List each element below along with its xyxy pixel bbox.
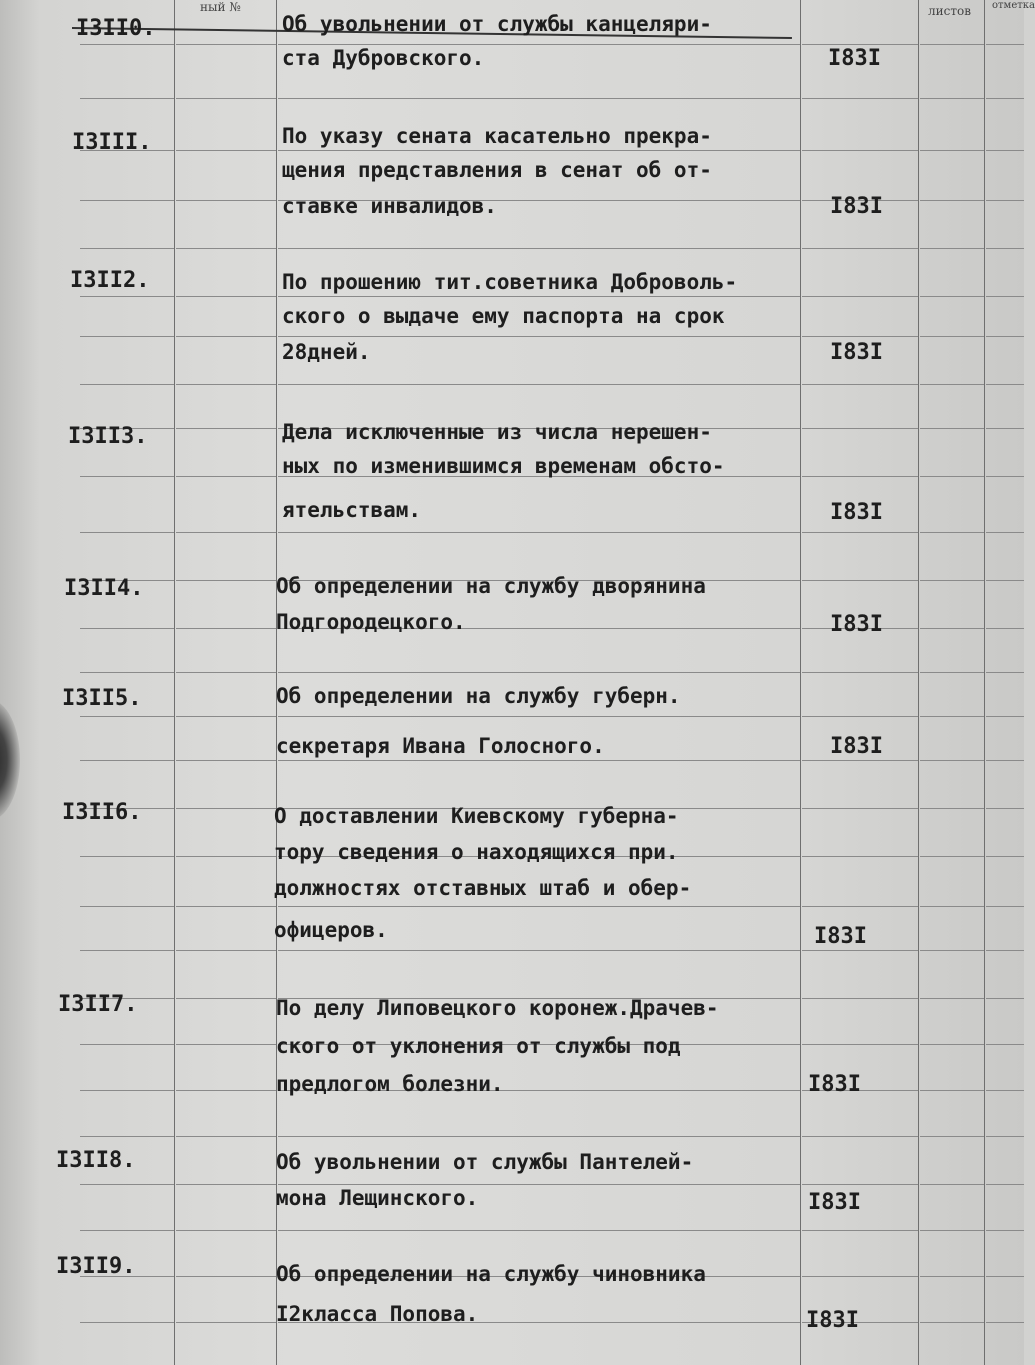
row-rule	[80, 296, 174, 297]
column-rule	[918, 0, 919, 1365]
row-rule	[986, 1136, 1024, 1137]
row-rule	[802, 532, 918, 533]
record-year: I83I	[830, 612, 883, 637]
row-rule	[80, 950, 174, 951]
row-rule	[80, 716, 174, 717]
row-rule	[278, 44, 800, 45]
column-rule	[984, 0, 985, 1365]
row-rule	[802, 950, 918, 951]
description-line: тору сведения о находящихся при.	[274, 840, 679, 864]
row-rule	[80, 1044, 174, 1045]
row-rule	[278, 98, 800, 99]
row-rule	[920, 200, 984, 201]
row-rule	[176, 248, 276, 249]
row-rule	[920, 476, 984, 477]
row-rule	[176, 950, 276, 951]
row-rule	[802, 384, 918, 385]
row-rule	[176, 98, 276, 99]
record-number: I3II7.	[58, 992, 138, 1017]
row-rule	[802, 150, 918, 151]
record-year: I83I	[830, 194, 883, 219]
row-rule	[176, 1184, 276, 1185]
row-rule	[920, 428, 984, 429]
record-year: I83I	[808, 1190, 861, 1215]
row-rule	[802, 580, 918, 581]
row-rule	[986, 950, 1024, 951]
record-number: I3III.	[72, 130, 152, 155]
row-rule	[920, 1044, 984, 1045]
row-rule	[80, 248, 174, 249]
row-rule	[80, 1090, 174, 1091]
description-line: секретаря Ивана Голосного.	[276, 734, 605, 758]
row-rule	[920, 1090, 984, 1091]
row-rule	[80, 1136, 174, 1137]
description-line: Об определении на службу чиновника	[276, 1262, 706, 1286]
row-rule	[802, 808, 918, 809]
description-line: мона Лещинского.	[276, 1186, 479, 1210]
description-line: По прошению тит.советника Доброволь-	[282, 270, 738, 294]
row-rule	[278, 248, 800, 249]
row-rule	[176, 580, 276, 581]
row-rule	[278, 906, 800, 907]
row-rule	[920, 716, 984, 717]
row-rule	[986, 428, 1024, 429]
row-rule	[986, 1090, 1024, 1091]
row-rule	[176, 808, 276, 809]
row-rule	[986, 336, 1024, 337]
row-rule	[176, 760, 276, 761]
row-rule	[986, 998, 1024, 999]
row-rule	[176, 1044, 276, 1045]
row-rule	[920, 906, 984, 907]
row-rule	[986, 1044, 1024, 1045]
row-rule	[802, 98, 918, 99]
row-rule	[986, 1322, 1024, 1323]
description-line: ского о выдаче ему паспорта на срок	[282, 304, 725, 328]
row-rule	[176, 1230, 276, 1231]
record-year: I83I	[828, 46, 881, 71]
row-rule	[986, 476, 1024, 477]
row-rule	[986, 1230, 1024, 1231]
description-line: Об увольнении от службы Пантелей-	[276, 1150, 694, 1174]
row-rule	[986, 296, 1024, 297]
row-rule	[80, 532, 174, 533]
description-line: предлогом болезни.	[276, 1072, 504, 1096]
row-rule	[278, 760, 800, 761]
row-rule	[920, 998, 984, 999]
row-rule	[802, 1184, 918, 1185]
row-rule	[278, 1184, 800, 1185]
row-rule	[986, 580, 1024, 581]
row-rule	[278, 384, 800, 385]
row-rule	[986, 672, 1024, 673]
row-rule	[920, 98, 984, 99]
description-line: О доставлении Киевскому губерна-	[274, 804, 679, 828]
row-rule	[176, 44, 276, 45]
row-rule	[986, 248, 1024, 249]
row-rule	[920, 1136, 984, 1137]
row-rule	[80, 336, 174, 337]
record-year: I83I	[808, 1072, 861, 1097]
row-rule	[80, 98, 174, 99]
row-rule	[802, 716, 918, 717]
row-rule	[920, 532, 984, 533]
row-rule	[920, 384, 984, 385]
description-line: По делу Липовецкого коронеж.Драчев-	[276, 996, 719, 1020]
row-rule	[920, 760, 984, 761]
row-rule	[176, 200, 276, 201]
description-line: ных по изменившимся временам обсто-	[282, 454, 725, 478]
row-rule	[278, 296, 800, 297]
row-rule	[986, 716, 1024, 717]
row-rule	[920, 1184, 984, 1185]
row-rule	[920, 856, 984, 857]
row-rule	[802, 856, 918, 857]
row-rule	[802, 476, 918, 477]
row-rule	[920, 628, 984, 629]
row-rule	[802, 44, 918, 45]
row-rule	[920, 1322, 984, 1323]
row-rule	[278, 336, 800, 337]
row-rule	[176, 856, 276, 857]
row-rule	[802, 1044, 918, 1045]
description-line: Об определении на службу дворянина	[276, 574, 706, 598]
record-year: I83I	[806, 1308, 859, 1333]
row-rule	[176, 428, 276, 429]
row-rule	[80, 628, 174, 629]
row-rule	[986, 384, 1024, 385]
finger-shadow	[0, 700, 20, 820]
record-number: I3II0.	[76, 16, 156, 41]
record-number: I3II5.	[62, 686, 142, 711]
description-line: ского от уклонения от службы под	[276, 1034, 681, 1058]
column-rule	[800, 0, 801, 1365]
row-rule	[176, 716, 276, 717]
row-rule	[80, 906, 174, 907]
row-rule	[986, 760, 1024, 761]
row-rule	[176, 672, 276, 673]
row-rule	[920, 296, 984, 297]
row-rule	[920, 1276, 984, 1277]
row-rule	[986, 98, 1024, 99]
row-rule	[278, 532, 800, 533]
row-rule	[920, 1230, 984, 1231]
description-line: Об увольнении от службы канцеляри-	[282, 12, 712, 36]
description-line: должностях отставных штаб и обер-	[274, 876, 692, 900]
record-number: I3II3.	[68, 424, 148, 449]
row-rule	[176, 998, 276, 999]
record-number: I3II4.	[64, 576, 144, 601]
record-year: I83I	[830, 500, 883, 525]
record-year: I83I	[814, 924, 867, 949]
row-rule	[920, 808, 984, 809]
description-line: По указу сената касательно прекра-	[282, 124, 712, 148]
description-line: Об определении на службу губерн.	[276, 684, 681, 708]
column-rule	[174, 0, 175, 1365]
row-rule	[80, 384, 174, 385]
row-rule	[80, 44, 174, 45]
row-rule	[802, 998, 918, 999]
row-rule	[80, 760, 174, 761]
row-rule	[176, 1322, 276, 1323]
row-rule	[920, 248, 984, 249]
row-rule	[80, 672, 174, 673]
row-rule	[176, 384, 276, 385]
row-rule	[176, 1136, 276, 1137]
row-rule	[802, 1136, 918, 1137]
row-rule	[176, 532, 276, 533]
row-rule	[802, 760, 918, 761]
record-year: I83I	[830, 340, 883, 365]
row-rule	[278, 1136, 800, 1137]
row-rule	[986, 1276, 1024, 1277]
row-rule	[920, 672, 984, 673]
header-number-column: ный №	[200, 0, 241, 14]
row-rule	[278, 716, 800, 717]
row-rule	[802, 296, 918, 297]
description-line: I2класса Попова.	[276, 1302, 479, 1326]
row-rule	[986, 856, 1024, 857]
row-rule	[986, 628, 1024, 629]
row-rule	[176, 150, 276, 151]
description-line: щения представления в сенат об от-	[282, 158, 712, 182]
header-sheets-column: листов	[928, 4, 971, 18]
row-rule	[176, 906, 276, 907]
record-number: I3II2.	[70, 268, 150, 293]
row-rule	[278, 950, 800, 951]
row-rule	[802, 672, 918, 673]
row-rule	[920, 950, 984, 951]
row-rule	[920, 336, 984, 337]
description-line: ставке инвалидов.	[282, 194, 497, 218]
row-rule	[802, 428, 918, 429]
row-rule	[80, 1230, 174, 1231]
row-rule	[176, 336, 276, 337]
record-number: I3II8.	[56, 1148, 136, 1173]
row-rule	[278, 1230, 800, 1231]
row-rule	[986, 808, 1024, 809]
row-rule	[986, 906, 1024, 907]
row-rule	[920, 150, 984, 151]
row-rule	[802, 248, 918, 249]
row-rule	[80, 200, 174, 201]
row-rule	[80, 476, 174, 477]
row-rule	[176, 1276, 276, 1277]
row-rule	[176, 476, 276, 477]
record-number: I3II9.	[56, 1254, 136, 1279]
description-line: ятельствам.	[282, 498, 422, 522]
record-number: I3II6.	[62, 800, 142, 825]
row-rule	[986, 150, 1024, 151]
description-line: Дела исключенные из числа нерешен-	[282, 420, 712, 444]
description-line: Подгородецкого.	[276, 610, 466, 634]
row-rule	[80, 1322, 174, 1323]
row-rule	[80, 856, 174, 857]
row-rule	[80, 1184, 174, 1185]
row-rule	[802, 336, 918, 337]
description-line: ста Дубровского.	[282, 46, 485, 70]
row-rule	[176, 296, 276, 297]
row-rule	[920, 44, 984, 45]
row-rule	[920, 580, 984, 581]
row-rule	[176, 628, 276, 629]
row-rule	[176, 1090, 276, 1091]
row-rule	[986, 200, 1024, 201]
row-rule	[278, 672, 800, 673]
row-rule	[986, 532, 1024, 533]
record-year: I83I	[830, 734, 883, 759]
row-rule	[802, 1230, 918, 1231]
description-line: 28дней.	[282, 340, 371, 364]
description-line: офицеров.	[274, 918, 388, 942]
row-rule	[986, 1184, 1024, 1185]
row-rule	[802, 1276, 918, 1277]
row-rule	[278, 150, 800, 151]
row-rule	[986, 44, 1024, 45]
row-rule	[802, 906, 918, 907]
header-notes-column: отметка	[992, 0, 1035, 11]
